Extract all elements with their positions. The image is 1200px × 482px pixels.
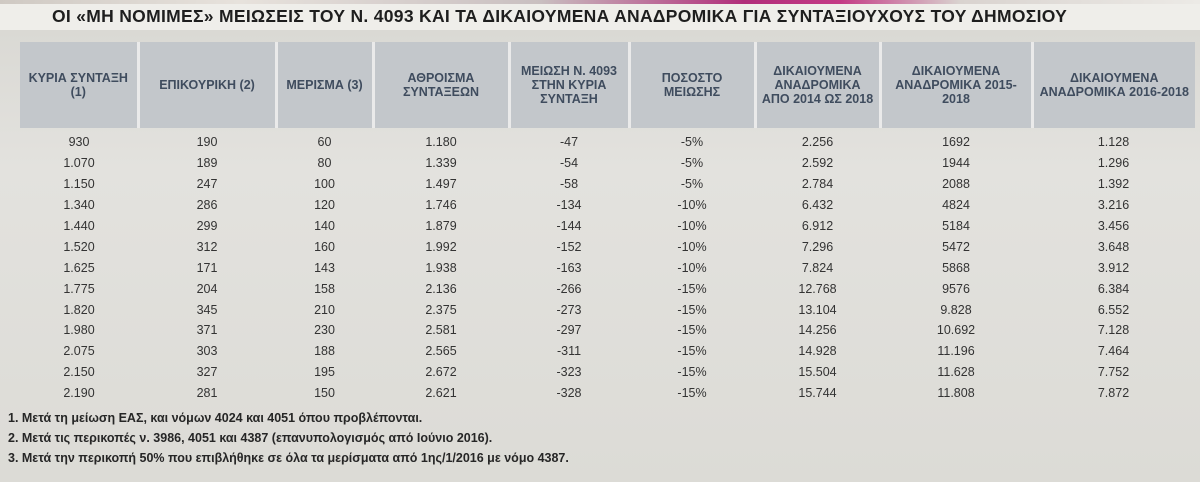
table-row <box>20 278 1195 299</box>
table-cell: -5% <box>680 135 704 150</box>
table-cell: 150 <box>314 386 335 401</box>
table-cell: 286 <box>196 198 218 213</box>
table-row <box>20 299 1195 320</box>
table-cell: 1.520 <box>63 239 95 254</box>
table-cell: 14.928 <box>798 344 837 359</box>
header-cell: ΔΙΚΑΙΟΥΜΕΝΑ ΑΝΑΔΡΟΜΙΚΑ ΑΠΟ 2014 ΩΣ 2018 <box>755 42 880 128</box>
table-cell: 12.768 <box>798 281 837 296</box>
table-cell: -47 <box>559 135 579 150</box>
table-cell: 1.339 <box>425 156 457 171</box>
table-cell: 80 <box>317 156 332 171</box>
table-cell: 1.980 <box>63 323 95 338</box>
table-cell: 1.340 <box>63 198 95 213</box>
table-cell: 303 <box>196 344 218 359</box>
table-cell: 6.912 <box>801 219 834 233</box>
table-cell: 371 <box>196 323 218 338</box>
table-cell: 140 <box>314 219 335 233</box>
header-cell: ΔΙΚΑΙΟΥΜΕΝΑ ΑΝΑΔΡΟΜΙΚΑ 2016-2018 <box>1032 42 1195 128</box>
table-cell: 204 <box>196 281 218 296</box>
header-row <box>20 42 1195 128</box>
table-cell: -54 <box>559 156 579 171</box>
table-cell: 13.104 <box>798 302 837 317</box>
table-cell: 5472 <box>942 239 970 254</box>
table-header <box>20 42 1195 128</box>
table-cell: 1.746 <box>425 198 457 213</box>
table-cell: 11.628 <box>937 365 975 380</box>
pension-table <box>20 42 1195 404</box>
table-cell: 2.150 <box>63 365 95 380</box>
header-cell: ΜΕΙΩΣΗ Ν. 4093 ΣΤΗΝ ΚΥΡΙΑ ΣΥΝΤΑΞΗ <box>509 42 629 128</box>
table-cell: 1.128 <box>1097 135 1130 150</box>
table-cell: 2.784 <box>801 177 834 192</box>
table-cell: 3.216 <box>1097 198 1130 213</box>
table-cell: 7.872 <box>1097 386 1130 401</box>
table-cell: 281 <box>196 386 218 401</box>
table-cell: 312 <box>196 239 218 254</box>
table-cell: -144 <box>556 219 582 233</box>
table-cell: 2.075 <box>63 344 95 359</box>
table-cell: 195 <box>314 365 335 380</box>
table-cell: 1.992 <box>425 239 457 254</box>
table-row <box>20 195 1195 216</box>
header-cell: ΜΕΡΙΣΜΑ (3) <box>276 42 373 128</box>
table-cell: 15.504 <box>798 365 837 380</box>
table-cell: -15% <box>677 386 707 401</box>
table-cell: -10% <box>677 198 707 213</box>
table-cell: 14.256 <box>798 323 837 338</box>
table-cell: -152 <box>556 239 582 254</box>
table-cell: 9576 <box>942 281 970 296</box>
table-cell: -134 <box>556 198 582 213</box>
table-cell: 9.828 <box>940 302 972 317</box>
table-cell: 1.392 <box>1097 177 1130 192</box>
table-row <box>20 153 1195 174</box>
table-cell: 3.912 <box>1097 260 1130 275</box>
header-cell: ΔΙΚΑΙΟΥΜΕΝΑ ΑΝΑΔΡΟΜΙΚΑ 2015-2018 <box>880 42 1032 128</box>
table-body <box>20 128 1195 404</box>
table-cell: -10% <box>677 219 707 233</box>
table-cell: 2088 <box>942 177 970 192</box>
table-cell: -15% <box>677 281 707 296</box>
footnote: 2. Μετά τις περικοπές ν. 3986, 4051 και 4387 (επανυπολογισμός από Ιούνιο 2016). <box>8 431 493 445</box>
table-cell: 1.070 <box>63 156 95 171</box>
table-cell: 7.296 <box>801 239 834 254</box>
table-cell: -297 <box>556 323 582 338</box>
table-cell: 7.824 <box>801 260 834 275</box>
table-cell: 11.196 <box>937 344 975 359</box>
table-cell: 1.879 <box>425 219 457 233</box>
header-cell: ΑΘΡΟΙΣΜΑ ΣΥΝΤΑΞΕΩΝ <box>373 42 509 128</box>
table-title: ΟΙ «ΜΗ ΝΟΜΙΜΕΣ» ΜΕΙΩΣΕΙΣ ΤΟΥ Ν. 4093 ΚΑΙ ΤΑ ΔΙΚΑΙΟΥΜΕΝΑ ΑΝΑΔΡΟΜΙΚΑ ΓΙΑ ΣΥΝΤΑΞΙΟΥΧΟΥΣ ΤΟΥ ΔΗΜΟΣΙΟΥ <box>52 6 1068 26</box>
table-cell: -10% <box>677 239 707 254</box>
table-cell: 2.621 <box>425 386 457 401</box>
table-cell: 6.432 <box>801 198 834 213</box>
table-row <box>20 128 1195 153</box>
table-cell: 930 <box>68 135 90 150</box>
table-row <box>20 341 1195 362</box>
table-cell: -15% <box>677 302 707 317</box>
table-cell: 1.296 <box>1097 156 1130 171</box>
table-cell: 171 <box>196 260 218 275</box>
table-cell: -323 <box>556 365 582 380</box>
table-cell: 60 <box>317 135 332 150</box>
table-cell: 100 <box>314 177 335 192</box>
table-row <box>20 236 1195 257</box>
table-cell: 11.808 <box>937 386 975 401</box>
table-cell: 6.552 <box>1097 302 1130 317</box>
table-cell: 7.464 <box>1097 344 1130 359</box>
table-cell: -15% <box>677 323 707 338</box>
table-cell: 345 <box>196 302 218 317</box>
table-cell: 158 <box>314 281 335 296</box>
table-cell: 327 <box>196 365 218 380</box>
table-cell: 1.938 <box>425 260 457 275</box>
table-cell: 2.375 <box>425 302 457 317</box>
table-cell: 120 <box>314 198 335 213</box>
table-cell: 2.190 <box>63 386 95 401</box>
header-cell: ΠΟΣΟΣΤΟ ΜΕΙΩΣΗΣ <box>629 42 755 128</box>
header-cell: ΚΥΡΙΑ ΣΥΝΤΑΞΗ (1) <box>20 42 138 128</box>
table-cell: 1.180 <box>425 135 457 150</box>
footnote: 1. Μετά τη μείωση ΕΑΣ, και νόμων 4024 και 4051 όπου προβλέπονται. <box>8 411 423 425</box>
table-cell: 2.581 <box>425 323 457 338</box>
table-cell: 2.672 <box>425 365 457 380</box>
table-cell: 7.128 <box>1097 323 1130 338</box>
table-cell: 2.136 <box>425 281 457 296</box>
table-cell: 5868 <box>942 260 970 275</box>
table-cell: 1.625 <box>63 260 95 275</box>
table-cell: 1.150 <box>63 177 95 192</box>
table-cell: 3.648 <box>1097 239 1130 254</box>
table-cell: 1692 <box>942 135 970 150</box>
table-cell: 247 <box>196 177 218 192</box>
table-cell: 2.565 <box>425 344 457 359</box>
table-cell: -15% <box>677 344 707 359</box>
footnotes <box>8 408 1188 468</box>
table-cell: 1.820 <box>63 302 95 317</box>
table-cell: 143 <box>314 260 335 275</box>
table-cell: 188 <box>314 344 335 359</box>
table-cell: -15% <box>677 365 707 380</box>
table-cell: 5184 <box>942 219 970 233</box>
table-cell: 1.440 <box>63 219 95 233</box>
table-cell: 6.384 <box>1097 281 1130 296</box>
table-row <box>20 383 1195 404</box>
table-cell: 4824 <box>942 198 970 213</box>
table-row <box>20 216 1195 237</box>
table-cell: 160 <box>314 239 335 254</box>
table-cell: 230 <box>314 323 335 338</box>
table-cell: 1.775 <box>63 281 95 296</box>
table-cell: 1.497 <box>425 177 457 192</box>
table-cell: 189 <box>196 156 218 171</box>
table-cell: -273 <box>556 302 582 317</box>
footnote: 3. Μετά την περικοπή 50% που επιβλήθηκε σε όλα τα μερίσματα από 1ης/1/2016 με νόμο 4387. <box>8 451 569 465</box>
table-row <box>20 257 1195 278</box>
table-cell: -266 <box>556 281 582 296</box>
table-cell: 2.256 <box>801 135 834 150</box>
table-row <box>20 362 1195 383</box>
table-cell: 299 <box>196 219 218 233</box>
table-cell: 3.456 <box>1097 219 1130 233</box>
table-cell: 190 <box>196 135 218 150</box>
table-cell: -5% <box>680 177 704 192</box>
table-cell: -328 <box>556 386 582 401</box>
table-cell: 210 <box>314 302 335 317</box>
table-cell: -10% <box>677 260 707 275</box>
table-cell: -163 <box>556 260 582 275</box>
table-cell: -311 <box>556 344 582 359</box>
table-cell: -5% <box>680 156 704 171</box>
table-cell: 2.592 <box>801 156 834 171</box>
table-cell: 1944 <box>942 156 970 171</box>
table-cell: 10.692 <box>936 323 976 338</box>
table-cell: 15.744 <box>798 386 837 401</box>
table-row <box>20 174 1195 195</box>
header-cell: ΕΠΙΚΟΥΡΙΚΗ (2) <box>138 42 276 128</box>
table-row <box>20 320 1195 341</box>
table-cell: -58 <box>559 177 579 192</box>
table-cell: 7.752 <box>1097 365 1130 380</box>
